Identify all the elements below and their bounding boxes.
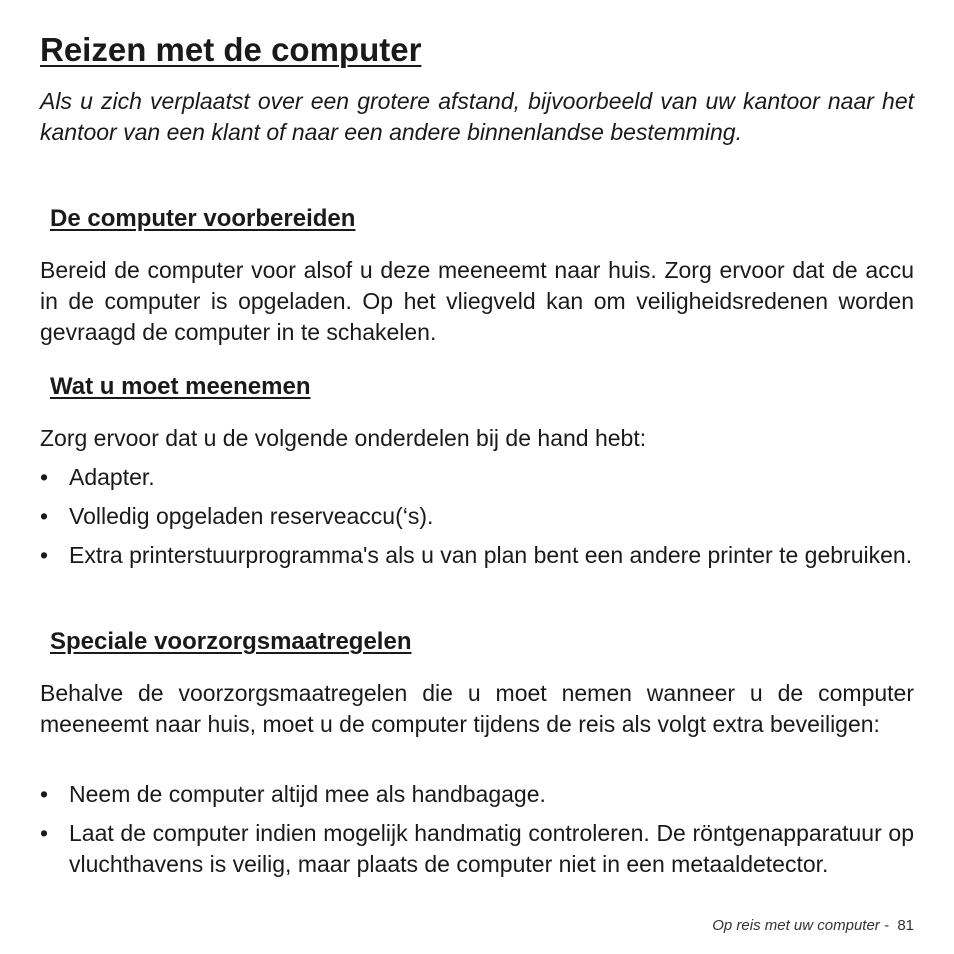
list-item xyxy=(40,540,914,571)
bullet-icon: • xyxy=(40,542,49,568)
page-title: Reizen met de computer xyxy=(40,31,422,68)
list-item-text: Laat de computer indien mogelijk handmatig controleren. De röntgenapparatuur op vluchthavens is veilig, maar plaats de computer niet in een metaaldetector. xyxy=(69,820,914,877)
list-item xyxy=(40,779,914,810)
list-item-text: Volledig opgeladen reserveaccu(‘s). xyxy=(69,503,434,529)
page-footer xyxy=(712,917,914,934)
list-item-text: Extra printerstuurprogramma's als u van plan bent een andere printer te gebruiken. xyxy=(69,542,913,568)
list-item xyxy=(40,462,914,493)
intro-paragraph: Als u zich verplaatst over een grotere afstand, bijvoorbeeld van uw kantoor naar het kantoor van een klant of naar een andere binnenlandse bestemming. xyxy=(40,88,914,145)
list-item xyxy=(40,501,914,532)
section-heading-bring: Wat u moet meenemen xyxy=(50,373,311,400)
page-number: 81 xyxy=(897,917,914,934)
section-heading-precautions: Speciale voorzorgsmaatregelen xyxy=(50,628,412,655)
bullet-icon: • xyxy=(40,781,49,807)
list-item-text: Adapter. xyxy=(69,464,155,490)
footer-text: Op reis met uw computer - xyxy=(712,917,889,934)
bullet-icon: • xyxy=(40,820,49,846)
list-item xyxy=(40,818,914,880)
section-paragraph-bring: Zorg ervoor dat u de volgende onderdelen bij de hand hebt: xyxy=(40,425,647,451)
bullet-icon: • xyxy=(40,464,49,490)
bullet-icon: • xyxy=(40,503,49,529)
section-paragraph-prepare: Bereid de computer voor alsof u deze meeneemt naar huis. Zorg ervoor dat de accu in de computer is opgeladen. Op het vliegveld kan om veiligheidsredenen worden gevraagd de computer in te schakelen. xyxy=(40,257,914,345)
section-heading-prepare: De computer voorbereiden xyxy=(50,205,356,232)
list-item-text: Neem de computer altijd mee als handbagage. xyxy=(69,781,546,807)
section-paragraph-precautions: Behalve de voorzorgsmaatregelen die u moet nemen wanneer u de computer meeneemt naar huis, moet u de computer tijdens de reis als volgt extra beveiligen: xyxy=(40,680,914,737)
